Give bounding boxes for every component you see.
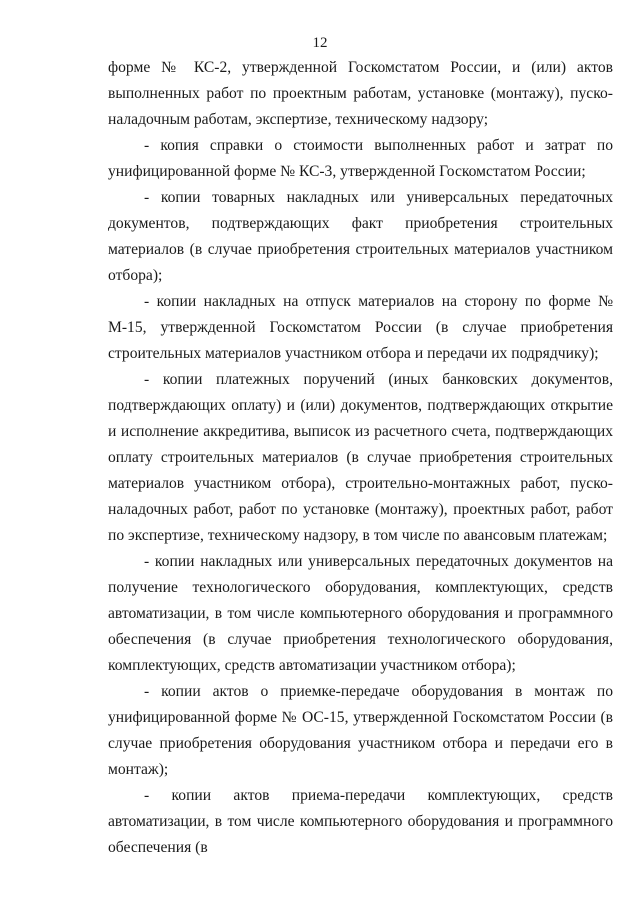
document-body (108, 55, 613, 861)
paragraph-waybills: - копии товарных накладных или универсальных передаточных документов, подтверждающих факт приобретения строительных материалов (в случае приобретения строительных материалов участником отбора); (108, 189, 613, 284)
paragraph-os15-acts: - копии актов о приемке-передаче оборудования в монтаж по унифицированной форме № ОС-15, утвержденной Госкомстатом России (в случае приобретения оборудования участником отбора и передачи его в монтаж); (108, 683, 613, 778)
page-number: 12 (312, 35, 328, 51)
paragraph-equipment-invoices: - копии накладных или универсальных передаточных документов на получение технологического оборудования, комплектующих, средств автоматизации, в том числе компьютерного оборудования и программного обеспечения (в случае приобретения технологического оборудования, комплектующих, средств автоматизации участником отбора); (108, 553, 613, 674)
paragraph-payment-orders: - копии платежных поручений (иных банковских документов, подтверждающих оплату) и (или) документов, подтверждающих открытие и исполнение аккредитива, выписок из расчетного счета, подтверждающих оплату строительных материалов (в случае приобретения строительных материалов участником отбора), строительно-монтажных работ, пуско- наладочных работ, работ по установке (монтажу), проектных работ, работ по экспертизе, техническому надзору, в том числе по авансовым платежам; (108, 371, 613, 544)
paragraph-m15-invoices: - копии накладных на отпуск материалов на сторону по форме № М-15, утвержденной Госкомстатом России (в случае приобретения строительных материалов участником отбора и передачи их подрядчику); (108, 293, 613, 362)
paragraph-continuation: форме № КС-2, утвержденной Госкомстатом России, и (или) актов выполненных работ по проектным работам, установке (монтажу), пуско-наладочным работам, экспертизе, техническому надзору; (108, 59, 613, 128)
paragraph-acceptance-acts: - копии актов приема-передачи комплектующих, средств автоматизации, в том числе компьютерного оборудования и программного обеспечения (в (108, 787, 613, 856)
paragraph-ks3-certificate: - копия справки о стоимости выполненных работ и затрат по унифицированной форме № КС-3, утвержденной Госкомстатом России; (108, 137, 613, 180)
